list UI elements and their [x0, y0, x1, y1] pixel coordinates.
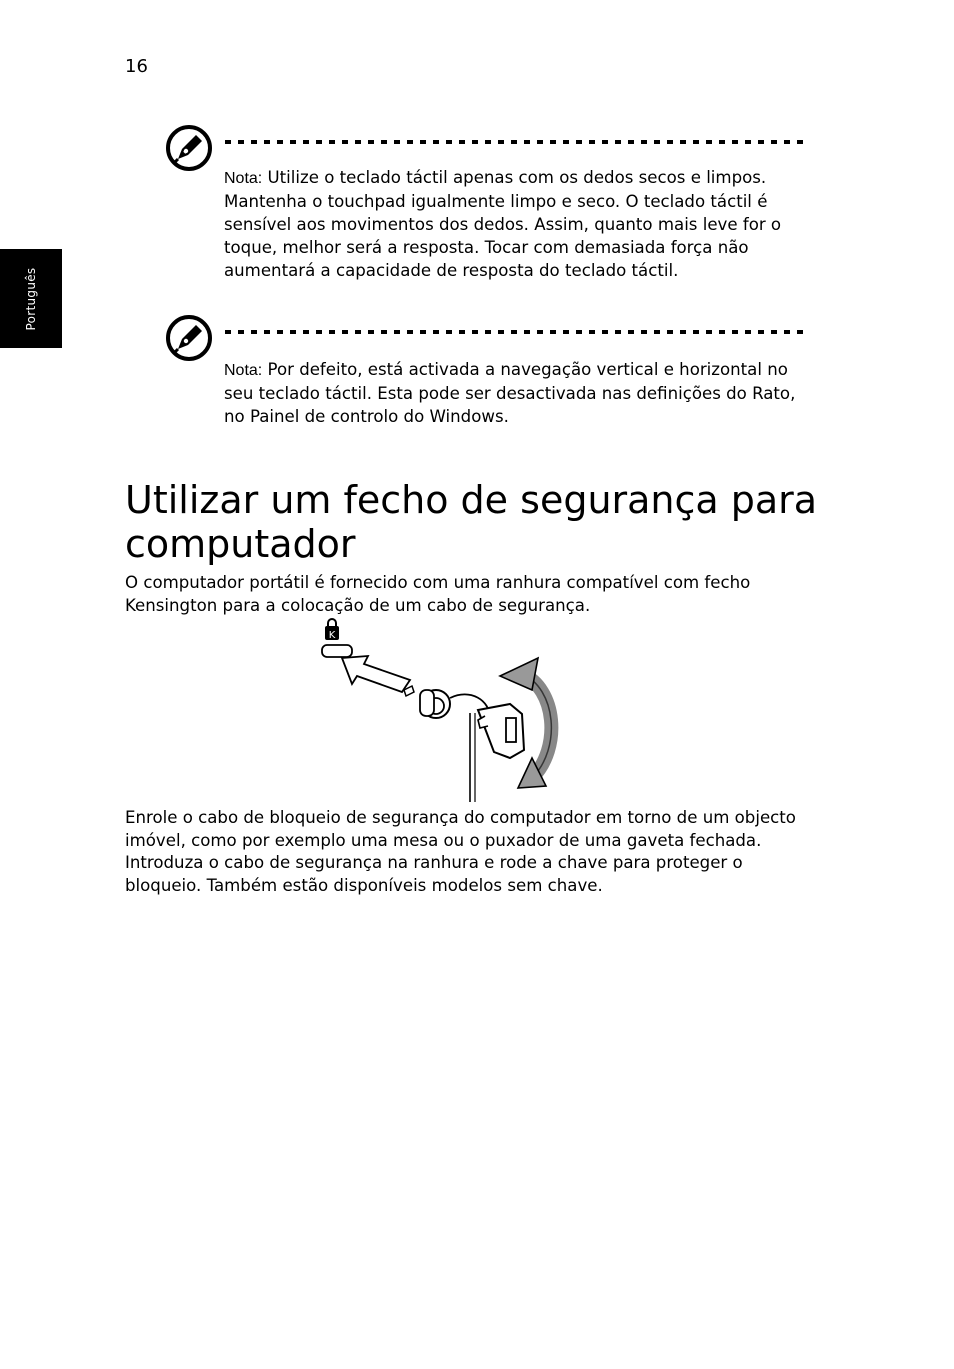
language-tab-label: Português [24, 267, 38, 331]
note-body: Por defeito, está activada a navegação vertical e horizontal no seu teclado táctil. Esta pode ser desactivada nas definições do Rato, no Painel de controlo do Windows. [224, 360, 796, 426]
note-body: Utilize o teclado táctil apenas com os dedos secos e limpos. Mantenha o touchpad igualmente limpo e seco. O teclado táctil é sensível aos movimentos dos dedos. Assim, quanto mais leve for o toque, melhor será a resposta. Tocar com demasiada força não aumentará a capacidade de resposta do teclado táctil. [224, 168, 782, 280]
note-pen-icon [165, 124, 213, 172]
note-text [224, 358, 804, 428]
kensington-lock-illustration [310, 618, 570, 804]
note-label: Nota: [224, 362, 263, 379]
note-divider [225, 140, 810, 144]
section-title: Utilizar um fecho de segurança para computador [125, 478, 818, 566]
lock-symbol-label: K [328, 630, 336, 641]
body-paragraph: Enrole o cabo de bloqueio de segurança do computador em torno de um objecto imóvel, como por exemplo uma mesa ou o puxador de uma gaveta fechada. Introduza o cabo de segurança na ranhura e rode a chave para proteger o bloqueio. Também estão disponíveis modelos sem chave. [125, 808, 796, 895]
language-tab [0, 249, 62, 348]
page-number: 16 [125, 56, 148, 77]
note-pen-icon [165, 314, 213, 362]
note-label: Nota: [224, 170, 263, 187]
note-divider [225, 330, 810, 334]
intro-paragraph: O computador portátil é fornecido com uma ranhura compatível com fecho Kensington para a colocação de um cabo de segurança. [125, 573, 751, 615]
note-1 [165, 124, 810, 294]
note-2 [165, 314, 810, 434]
note-text [224, 166, 804, 282]
